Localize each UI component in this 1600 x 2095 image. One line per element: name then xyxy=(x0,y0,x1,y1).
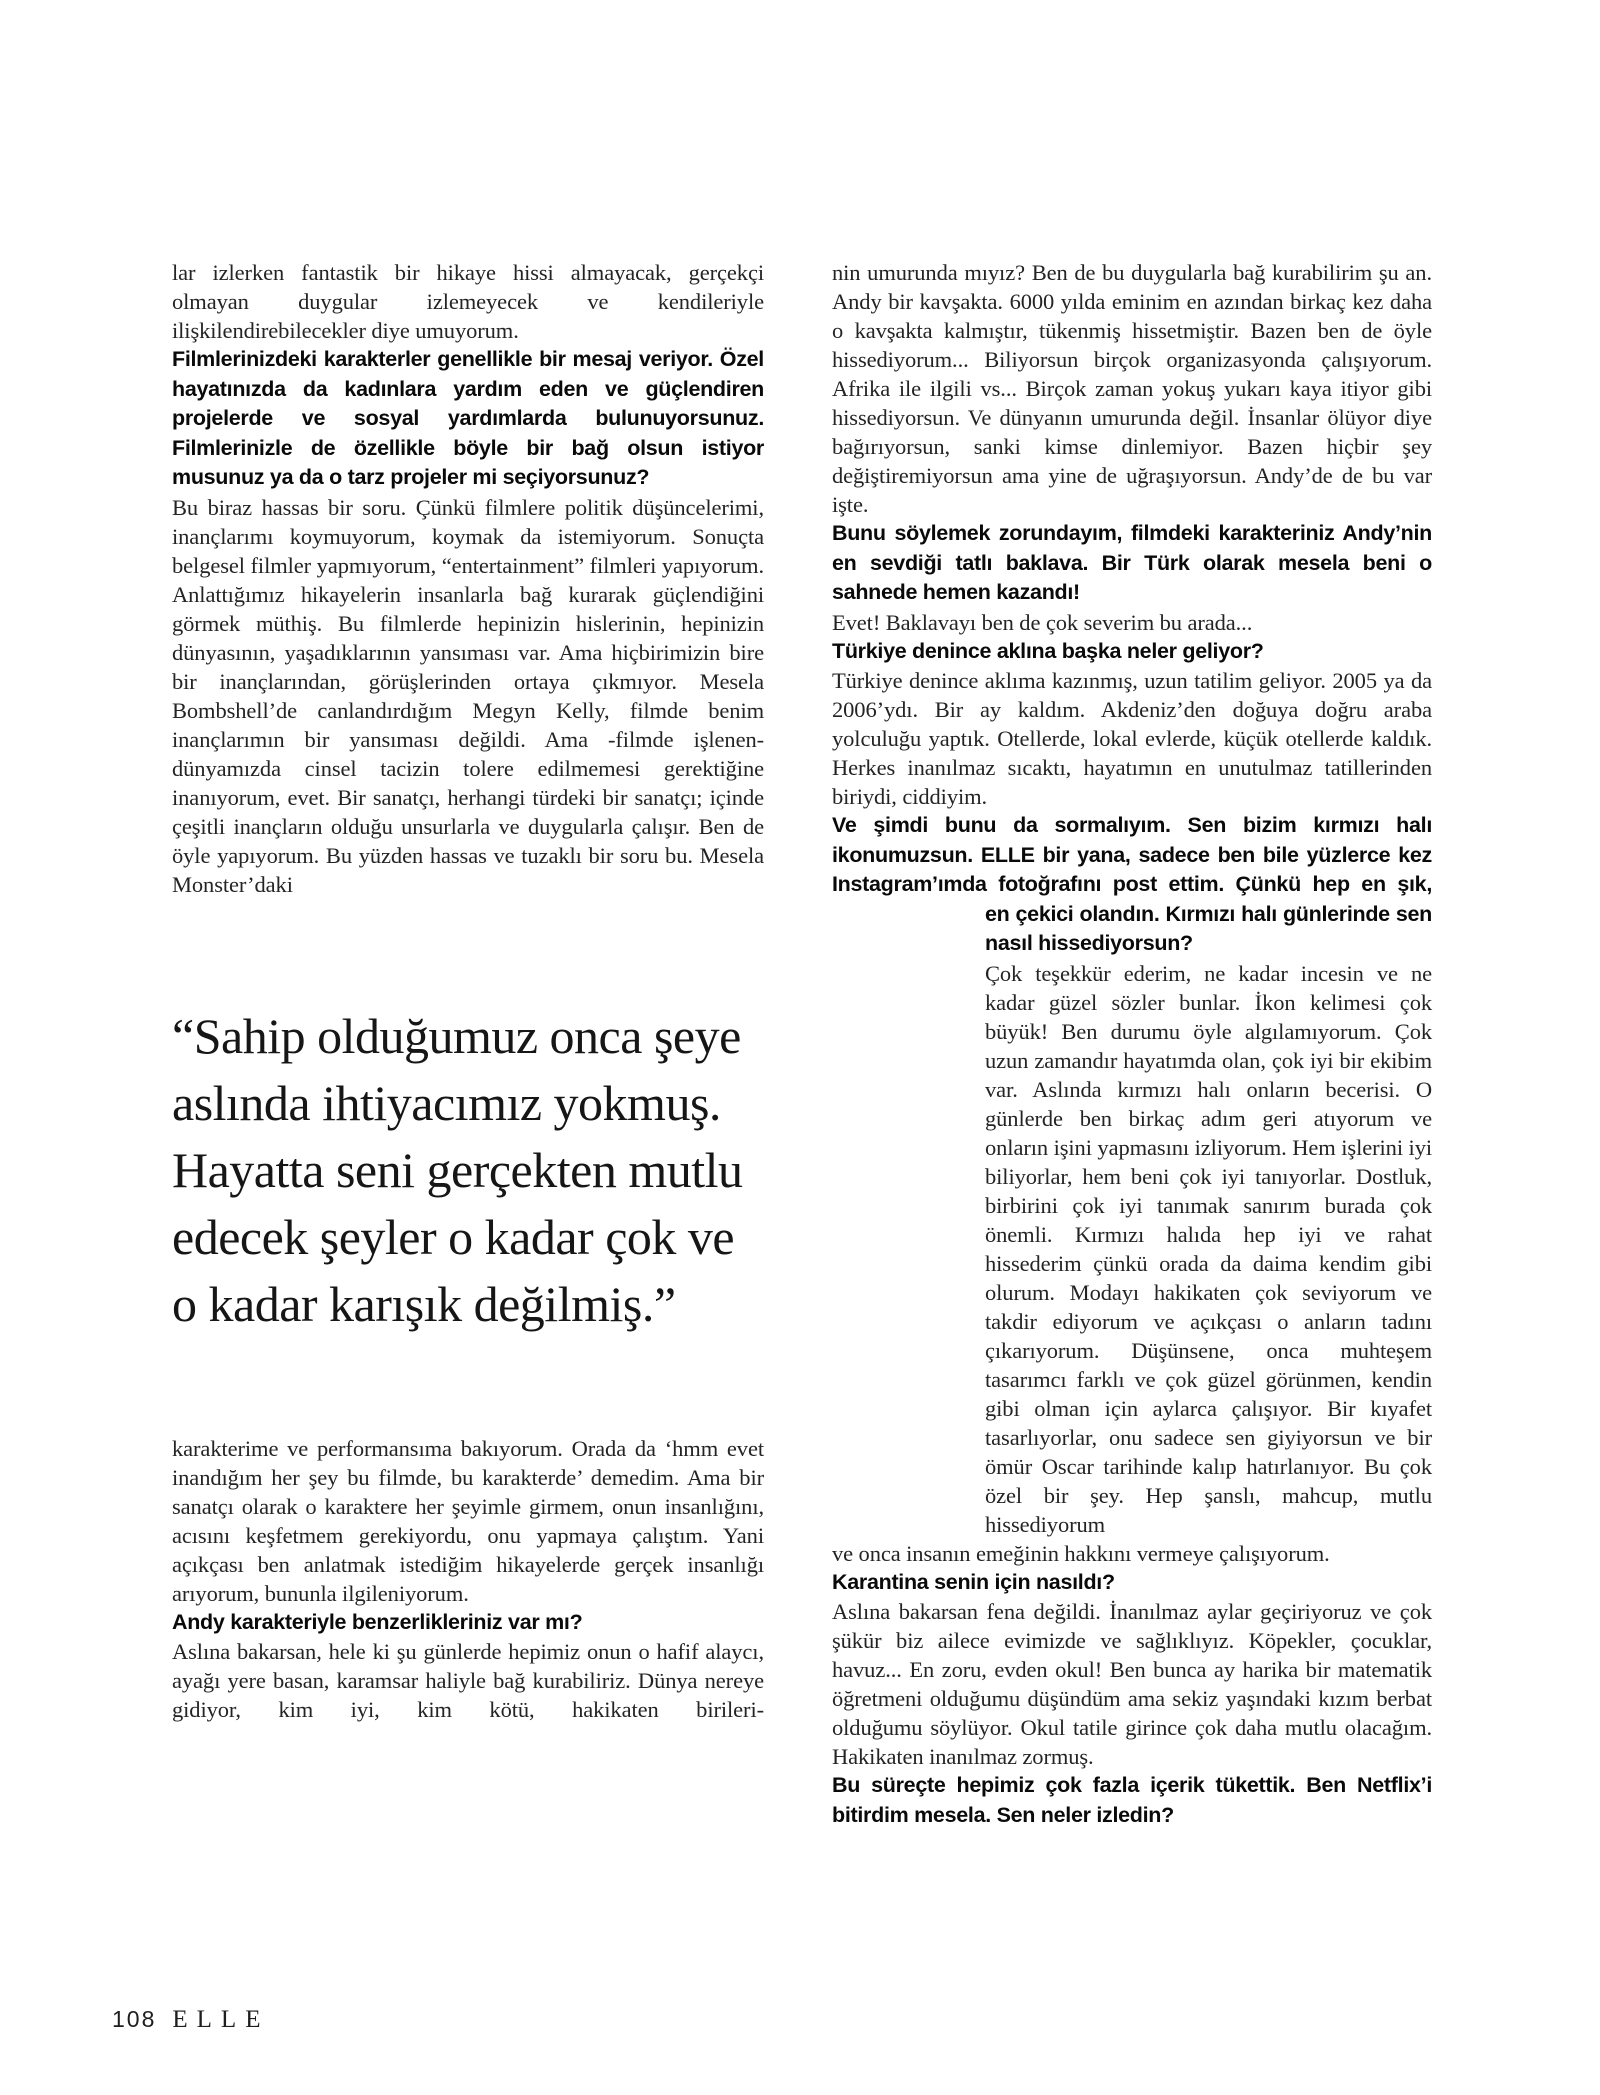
body-paragraph: Aslına bakarsan fena değildi. İnanılmaz aylar geçiriyoruz ve çok şükür biz ailece evimizde ve sağlıklıyız. Köpekler, çocuklar, havuz... En zoru, evden okul! Ben bunca ay harika bir matematik öğretmeni olduğumu düşündüm ama sekiz yaşındaki kızım berbat olduğumu söylüyor. Okul tatile girince çok daha mutlu olacağım. Hakikaten inanılmaz zormuş. xyxy=(832,1599,1432,1769)
magazine-logo: ELLE xyxy=(172,2006,270,2033)
page-footer xyxy=(112,2006,269,2034)
body-paragraph: Türkiye denince aklıma kazınmış, uzun tatilim geliyor. 2005 ya da 2006’ydı. Bir ay kaldım. Akdeniz’den doğuya doğru araba yolculuğu yaptık. Otellerde, lokal evlerde, küçük otellerde kaldık. Herkes inanılmaz sıcaktı, hayatımın en unutulmaz tatillerinden biriydi, ciddiyim. xyxy=(832,668,1432,809)
body-paragraph-indented: Çok teşekkür ederim, ne kadar incesin ve ne kadar güzel sözler bunlar. İkon kelimesi çok büyük! Ben durumu öyle algılamıyorum. Çok uzun zamandır hayatımda olan, çok iyi bir ekibim var. Aslında kırmızı halı onların becerisi. O günlerde ben birkaç adım geri atıyorum ve onların işini yapmasını izliyorum. Hem işlerini iyi biliyorlar, hem beni çok iyi tanıyorlar. Dostluk, birbirini çok iyi tanımak sanırım burada çok önemli. Kırmızı halıda hep iyi ve rahat hissederim çünkü orada da daima kendim gibi olurum. Modayı hakikaten çok seviyorum ve takdir ediyorum ve açıkçası o anların tadını çıkarıyorum. Düşünsene, onca muhteşem tasarımcı farklı ve çok güzel görünmen, kendin gibi olman için aylarca çalışıyor. Bir kıyafet tasarlıyorlar, onu sadece sen giyiyorsun ve bir ömür Oscar tarihinde kalıp hatırlanıyor. Bu çok özel bir şey. Hep şanslı, mahcup, mutlu hissediyorum xyxy=(985,960,1432,1537)
interview-question: Filmlerinizdeki karakterler genellikle bir mesaj veriyor. Özel hayatınızda da kadınlara yardım eden ve güçlendiren projelerde ve sosyal yardımlarda bulunuyorsunuz. Filmlerinizle de özellikle böyle bir bağ olsun istiyor musunuz ya da o tarz projeler mi seçiyorsunuz? xyxy=(172,347,764,489)
interview-question: Ve şimdi bunu da sormalıyım. Sen bizim kırmızı halı ikonumuzsun. ELLE bir yana, sadece ben bile yüzlerce kez Instagram’ımda fotoğrafını post ettim. Çünkü hep en şık, xyxy=(832,813,1432,896)
pull-quote: “Sahip olduğumuz onca şeye aslında ihtiyacımız yokmuş. Hayatta seni gerçekten mutlu edecek şeyler o kadar çok ve o kadar karışık değilmiş.” xyxy=(172,1007,743,1332)
body-paragraph: Bu biraz hassas bir soru. Çünkü filmlere politik düşüncelerimi, inançlarımı koymuyorum, koymak da istemiyorum. Sonuçta belgesel filmler yapmıyorum, “entertainment” filmleri yapıyorum. Anlattığımız hikayelerin insanlarla bağ kurarak güçlendiğini görmek müthiş. Bu filmlerde hepinizin hislerinin, hepinizin dünyasının, yaşadıklarının yansıması var. Ama hiçbirimizin bire bir inançlarından, görüşlerinden ortaya çıkmıyor. Mesela Bombshell’de canlandırdığım Megyn Kelly, filmde benim inançlarımın bir yansıması değildi. Ama -filmde işlenen- dünyamızda cinsel tacizin tolere edilmemesi gerektiğine inanıyorum, evet. Bir sanatçı, herhangi türdeki bir sanatçı; içinde çeşitli inançların olduğu unsurlarla ve duygularla çalışır. Ben de öyle yapıyorum. Bu yüzden hassas ve tuzaklı bir soru bu. Mesela Monster’daki xyxy=(172,494,764,897)
page-number: 108 xyxy=(112,2006,157,2032)
body-paragraph: nin umurunda mıyız? Ben de bu duygularla bağ kurabilirim şu an. Andy bir kavşakta. 6000 yılda eminim en azından birkaç kez daha o kavşakta kalmıştır, tükenmiş hissetmiştir. Bazen ben de öyle hissediyorum... Biliyorsun birçok organizasyonda çalışıyorum. Afrika ile ilgili vs... Birçok zaman yokuş yukarı kaya itiyor gibi hissediyorsun. Ve dünyanın umurunda değil. İnsanlar ölüyor diye bağırıyorsun, sanki kimse dinlemiyor. Bazen hiçbir şey değiştiremiyorsun ama yine de uğraşıyorsun. Andy’de de bu var işte. xyxy=(832,260,1432,517)
body-paragraph: Aslına bakarsan, hele ki şu günlerde hepimiz onun o hafif alaycı, ayağı yere basan, karamsar haliyle bağ kurabiliriz. Dünya nereye gidiyor, kim iyi, kim kötü, hakikaten birileri- xyxy=(172,1639,764,1722)
interview-question: Bu süreçte hepimiz çok fazla içerik tükettik. Ben Netflix’i bitirdim mesela. Sen neler izledin? xyxy=(832,1773,1432,1827)
body-paragraph: Evet! Baklavayı ben de çok severim bu arada... xyxy=(832,609,1253,635)
body-paragraph: lar izlerken fantastik bir hikaye hissi almayacak, gerçekçi olmayan duygular izlemeyecek ve kendileriyle ilişkilendirebilecekler diye umuyorum. xyxy=(172,260,764,343)
interview-question: Türkiye denince aklına başka neler geliyor? xyxy=(832,638,1264,663)
interview-question: Andy karakteriyle benzerlikleriniz var mı? xyxy=(172,1609,583,1634)
left-column xyxy=(172,258,764,1724)
interview-question-indented: en çekici olandın. Kırmızı halı günlerinde sen nasıl hissediyorsun? xyxy=(985,901,1432,955)
body-paragraph: ve onca insanın emeğinin hakkını vermeye çalışıyorum. xyxy=(832,1540,1330,1566)
body-paragraph: karakterime ve performansıma bakıyorum. Orada da ‘hmm evet inandığım her şey bu filmde, bu karakterde’ demedim. Ama bir sanatçı olarak o karaktere her şeyimle girmem, onun insanlığını, acısını keşfetmem gerekiyordu, onu yapmaya çalıştım. Yani açıkçası ben anlatmak istediğim hikayelerde gerçek insanlığı arıyorum, bununla ilgileniyorum. xyxy=(172,1435,764,1606)
interview-question: Bunu söylemek zorundayım, filmdeki karakteriniz Andy’nin en sevdiği tatlı baklava. Bir Türk olarak mesela beni o sahnede hemen kazandı! xyxy=(832,521,1432,604)
interview-question: Karantina senin için nasıldı? xyxy=(832,1569,1115,1594)
right-column xyxy=(832,258,1432,1830)
